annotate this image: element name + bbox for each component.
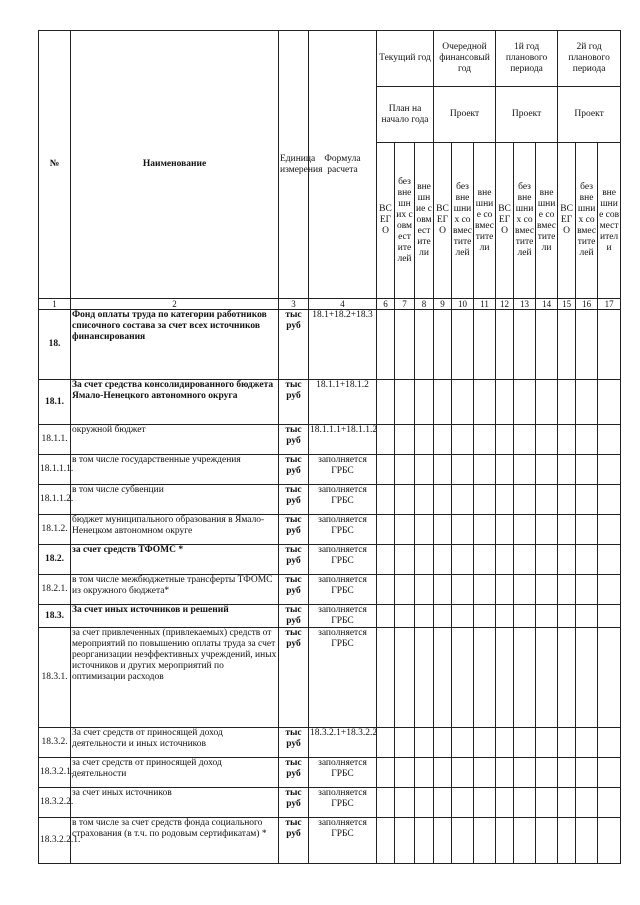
value-cell xyxy=(452,310,474,380)
value-cell xyxy=(377,788,395,818)
value-cell xyxy=(514,425,536,455)
value-cell xyxy=(474,818,496,864)
value-cell xyxy=(514,455,536,485)
value-cell xyxy=(496,515,514,545)
value-cell xyxy=(377,310,395,380)
value-cell xyxy=(415,515,434,545)
value-cell xyxy=(474,728,496,758)
value-cell xyxy=(395,575,415,605)
value-cell xyxy=(536,425,558,455)
table-row xyxy=(39,605,621,628)
value-cell xyxy=(514,515,536,545)
value-cell xyxy=(496,818,514,864)
value-cell xyxy=(536,310,558,380)
value-cell xyxy=(452,380,474,425)
row-name: за счет средств ТФОМС * xyxy=(71,545,279,575)
value-cell xyxy=(558,485,576,515)
value-cell xyxy=(474,628,496,728)
value-cell xyxy=(395,515,415,545)
value-cell xyxy=(536,515,558,545)
col-external: внешние совместители xyxy=(536,143,558,299)
row-unit: тыс руб xyxy=(279,628,309,728)
row-name: за счет иных источников xyxy=(71,788,279,818)
table-row xyxy=(39,485,621,515)
value-cell xyxy=(514,605,536,628)
value-cell xyxy=(395,818,415,864)
value-cell xyxy=(558,575,576,605)
period-header: Очередной финансовый год xyxy=(434,31,496,87)
column-number: 2 xyxy=(71,299,279,310)
table-row xyxy=(39,758,621,788)
value-cell xyxy=(377,728,395,758)
row-unit: тыс руб xyxy=(279,575,309,605)
value-cell xyxy=(536,485,558,515)
column-number: 12 xyxy=(496,299,514,310)
period-header: 1й год планового периода xyxy=(496,31,558,87)
value-cell xyxy=(377,758,395,788)
column-number: 4 xyxy=(309,299,377,310)
row-number: 18.3.2.2. xyxy=(39,788,71,818)
value-cell xyxy=(536,758,558,788)
value-cell xyxy=(536,605,558,628)
column-numbers-row xyxy=(39,299,621,310)
table-body xyxy=(39,310,621,864)
row-unit: тыс руб xyxy=(279,380,309,425)
value-cell xyxy=(395,605,415,628)
row-name: За счет средств от приносящей доход деятельности и иных источников xyxy=(71,728,279,758)
value-cell xyxy=(377,818,395,864)
value-cell xyxy=(452,728,474,758)
column-number: 13 xyxy=(514,299,536,310)
row-name: За счет средства консолидированного бюджета Ямало-Ненецкого автономного округа xyxy=(71,380,279,425)
col-without-ext: без внешних совместителей xyxy=(452,143,474,299)
value-cell xyxy=(395,728,415,758)
row-formula: заполняется ГРБС xyxy=(309,455,377,485)
value-cell xyxy=(598,575,621,605)
value-cell xyxy=(496,380,514,425)
value-cell xyxy=(598,788,621,818)
value-cell xyxy=(558,310,576,380)
value-cell xyxy=(496,455,514,485)
value-cell xyxy=(496,310,514,380)
value-cell xyxy=(434,310,452,380)
row-number: 18.2. xyxy=(39,545,71,575)
row-unit: тыс руб xyxy=(279,818,309,864)
value-cell xyxy=(415,485,434,515)
row-number: 18.1.1. xyxy=(39,425,71,455)
value-cell xyxy=(434,605,452,628)
value-cell xyxy=(377,628,395,728)
col-header-no: № xyxy=(39,31,71,299)
row-number: 18.3. xyxy=(39,605,71,628)
column-number: 9 xyxy=(434,299,452,310)
value-cell xyxy=(415,425,434,455)
col-external: внешние совместители xyxy=(474,143,496,299)
value-cell xyxy=(576,485,598,515)
value-cell xyxy=(576,455,598,485)
value-cell xyxy=(377,515,395,545)
row-formula: заполняется ГРБС xyxy=(309,515,377,545)
row-unit: тыс руб xyxy=(279,515,309,545)
value-cell xyxy=(434,425,452,455)
value-cell xyxy=(598,758,621,788)
sub-header: Проект xyxy=(558,87,621,143)
sub-header: Проект xyxy=(434,87,496,143)
row-number: 18.2.1. xyxy=(39,575,71,605)
table-row xyxy=(39,628,621,728)
report-table xyxy=(38,30,621,864)
row-number: 18. xyxy=(39,310,71,380)
column-number: 8 xyxy=(415,299,434,310)
row-name: бюджет муниципального образования в Ямало-Ненецком автономном округе xyxy=(71,515,279,545)
column-number: 6 xyxy=(377,299,395,310)
col-total: ВСЕГО xyxy=(558,143,576,299)
row-formula: заполняется ГРБС xyxy=(309,628,377,728)
value-cell xyxy=(558,628,576,728)
col-header-name: Наименование xyxy=(71,31,279,299)
value-cell xyxy=(434,455,452,485)
table-row xyxy=(39,728,621,758)
col-header-formula: Формула расчета xyxy=(309,31,377,299)
col-total: ВСЕГО xyxy=(496,143,514,299)
sub-header: План на начало года xyxy=(377,87,434,143)
value-cell xyxy=(452,758,474,788)
table-row xyxy=(39,515,621,545)
value-cell xyxy=(598,628,621,728)
value-cell xyxy=(377,425,395,455)
row-formula: заполняется ГРБС xyxy=(309,485,377,515)
column-number: 11 xyxy=(474,299,496,310)
value-cell xyxy=(598,515,621,545)
value-cell xyxy=(452,485,474,515)
value-cell xyxy=(576,605,598,628)
value-cell xyxy=(558,425,576,455)
table-row xyxy=(39,380,621,425)
column-number: 3 xyxy=(279,299,309,310)
value-cell xyxy=(395,545,415,575)
row-unit: тыс руб xyxy=(279,545,309,575)
value-cell xyxy=(514,575,536,605)
value-cell xyxy=(377,545,395,575)
value-cell xyxy=(536,628,558,728)
row-name: За счет иных источников и решений xyxy=(71,605,279,628)
value-cell xyxy=(415,628,434,728)
value-cell xyxy=(576,545,598,575)
value-cell xyxy=(576,515,598,545)
table-row xyxy=(39,788,621,818)
value-cell xyxy=(496,545,514,575)
value-cell xyxy=(434,485,452,515)
value-cell xyxy=(415,728,434,758)
row-formula: заполняется ГРБС xyxy=(309,545,377,575)
value-cell xyxy=(598,380,621,425)
value-cell xyxy=(434,788,452,818)
period-header: 2й год планового периода xyxy=(558,31,621,87)
row-formula: 18.1.1+18.1.2 xyxy=(309,380,377,425)
table-row xyxy=(39,455,621,485)
value-cell xyxy=(536,788,558,818)
value-cell xyxy=(598,728,621,758)
value-cell xyxy=(395,425,415,455)
value-cell xyxy=(496,758,514,788)
row-formula: 18.3.2.1+18.3.2.2 xyxy=(309,728,377,758)
table-row xyxy=(39,310,621,380)
value-cell xyxy=(536,818,558,864)
value-cell xyxy=(434,545,452,575)
value-cell xyxy=(474,515,496,545)
value-cell xyxy=(514,380,536,425)
col-total: ВСЕГО xyxy=(377,143,395,299)
value-cell xyxy=(558,818,576,864)
col-external: внешние совместители xyxy=(598,143,621,299)
value-cell xyxy=(514,485,536,515)
value-cell xyxy=(514,728,536,758)
value-cell xyxy=(558,758,576,788)
col-external: внешние совместители xyxy=(415,143,434,299)
value-cell xyxy=(395,628,415,728)
value-cell xyxy=(474,788,496,818)
value-cell xyxy=(474,575,496,605)
table-row xyxy=(39,425,621,455)
value-cell xyxy=(598,818,621,864)
row-unit: тыс руб xyxy=(279,455,309,485)
period-header: Текущий год xyxy=(377,31,434,87)
row-name: в том числе межбюджетные трансферты ТФОМС из окружного бюджета* xyxy=(71,575,279,605)
value-cell xyxy=(452,545,474,575)
value-cell xyxy=(474,758,496,788)
value-cell xyxy=(576,425,598,455)
value-cell xyxy=(415,758,434,788)
value-cell xyxy=(415,575,434,605)
row-formula: заполняется ГРБС xyxy=(309,758,377,788)
value-cell xyxy=(415,545,434,575)
table-row xyxy=(39,575,621,605)
value-cell xyxy=(558,455,576,485)
column-number: 1 xyxy=(39,299,71,310)
col-without-ext: без внешних совместителей xyxy=(395,143,415,299)
row-unit: тыс руб xyxy=(279,788,309,818)
value-cell xyxy=(377,455,395,485)
value-cell xyxy=(395,485,415,515)
value-cell xyxy=(558,788,576,818)
row-name: в том числе за счет средств фонда социального страхования (в т.ч. по родовым сертификатам) * xyxy=(71,818,279,864)
value-cell xyxy=(377,380,395,425)
column-number: 17 xyxy=(598,299,621,310)
value-cell xyxy=(434,728,452,758)
value-cell xyxy=(434,818,452,864)
value-cell xyxy=(536,728,558,758)
value-cell xyxy=(395,758,415,788)
value-cell xyxy=(452,455,474,485)
col-without-ext: без внешних совместителей xyxy=(514,143,536,299)
value-cell xyxy=(434,380,452,425)
value-cell xyxy=(536,455,558,485)
row-name: в том числе субвенции xyxy=(71,485,279,515)
row-unit: тыс руб xyxy=(279,310,309,380)
value-cell xyxy=(598,545,621,575)
table-row xyxy=(39,818,621,864)
row-name: в том числе государственные учреждения xyxy=(71,455,279,485)
column-number: 16 xyxy=(576,299,598,310)
column-number: 7 xyxy=(395,299,415,310)
value-cell xyxy=(496,485,514,515)
value-cell xyxy=(415,455,434,485)
value-cell xyxy=(474,425,496,455)
value-cell xyxy=(395,788,415,818)
value-cell xyxy=(395,310,415,380)
value-cell xyxy=(377,485,395,515)
row-formula: заполняется ГРБС xyxy=(309,788,377,818)
value-cell xyxy=(598,425,621,455)
value-cell xyxy=(576,628,598,728)
value-cell xyxy=(536,380,558,425)
value-cell xyxy=(452,818,474,864)
row-formula: заполняется ГРБС xyxy=(309,575,377,605)
value-cell xyxy=(558,545,576,575)
row-number: 18.1.1.2. xyxy=(39,485,71,515)
value-cell xyxy=(558,605,576,628)
value-cell xyxy=(576,818,598,864)
value-cell xyxy=(514,818,536,864)
value-cell xyxy=(598,485,621,515)
value-cell xyxy=(415,380,434,425)
row-unit: тыс руб xyxy=(279,758,309,788)
value-cell xyxy=(496,628,514,728)
value-cell xyxy=(452,788,474,818)
value-cell xyxy=(514,758,536,788)
column-number: 10 xyxy=(452,299,474,310)
row-formula: 18.1.1.1+18.1.1.2 xyxy=(309,425,377,455)
value-cell xyxy=(377,605,395,628)
value-cell xyxy=(474,545,496,575)
value-cell xyxy=(474,485,496,515)
value-cell xyxy=(576,788,598,818)
value-cell xyxy=(474,310,496,380)
value-cell xyxy=(576,758,598,788)
value-cell xyxy=(377,575,395,605)
col-header-unit: Единица измерения xyxy=(279,31,309,299)
value-cell xyxy=(452,515,474,545)
value-cell xyxy=(474,380,496,425)
table-row xyxy=(39,545,621,575)
value-cell xyxy=(415,605,434,628)
value-cell xyxy=(576,728,598,758)
value-cell xyxy=(514,788,536,818)
sub-header: Проект xyxy=(496,87,558,143)
row-formula: заполняется ГРБС xyxy=(309,818,377,864)
row-number: 18.3.2. xyxy=(39,728,71,758)
value-cell xyxy=(395,380,415,425)
row-number: 18.1.1.1. xyxy=(39,455,71,485)
value-cell xyxy=(496,788,514,818)
row-name: за счет привлеченных (привлекаемых) средств от мероприятий по повышению оплаты труда за счет реорганизации неэффективных учреждений, иных источников и других мероприятий по оптимизации расходов xyxy=(71,628,279,728)
row-number: 18.3.1. xyxy=(39,628,71,728)
row-unit: тыс руб xyxy=(279,605,309,628)
row-formula: 18.1+18.2+18.3 xyxy=(309,310,377,380)
row-unit: тыс руб xyxy=(279,485,309,515)
value-cell xyxy=(576,380,598,425)
value-cell xyxy=(558,728,576,758)
value-cell xyxy=(452,628,474,728)
value-cell xyxy=(434,628,452,728)
row-name: за счет средств от приносящей доход деятельности xyxy=(71,758,279,788)
value-cell xyxy=(576,310,598,380)
value-cell xyxy=(496,728,514,758)
column-number: 14 xyxy=(536,299,558,310)
value-cell xyxy=(558,515,576,545)
col-total: ВСЕГО xyxy=(434,143,452,299)
value-cell xyxy=(598,605,621,628)
value-cell xyxy=(514,545,536,575)
value-cell xyxy=(558,380,576,425)
value-cell xyxy=(536,575,558,605)
value-cell xyxy=(415,818,434,864)
value-cell xyxy=(452,605,474,628)
value-cell xyxy=(395,455,415,485)
value-cell xyxy=(598,310,621,380)
value-cell xyxy=(536,545,558,575)
value-cell xyxy=(434,758,452,788)
row-unit: тыс руб xyxy=(279,728,309,758)
value-cell xyxy=(496,605,514,628)
value-cell xyxy=(598,455,621,485)
row-name: Фонд оплаты труда по категории работников списочного состава за счет всех источников финансирования xyxy=(71,310,279,380)
row-number: 18.1.2. xyxy=(39,515,71,545)
value-cell xyxy=(452,425,474,455)
value-cell xyxy=(474,455,496,485)
value-cell xyxy=(452,575,474,605)
value-cell xyxy=(496,575,514,605)
value-cell xyxy=(576,575,598,605)
value-cell xyxy=(474,605,496,628)
row-number: 18.1. xyxy=(39,380,71,425)
column-number: 15 xyxy=(558,299,576,310)
col-without-ext: без внешних совместителей xyxy=(576,143,598,299)
value-cell xyxy=(514,310,536,380)
value-cell xyxy=(496,425,514,455)
row-number: 18.3.2.1. xyxy=(39,758,71,788)
value-cell xyxy=(415,788,434,818)
row-formula: заполняется ГРБС xyxy=(309,605,377,628)
row-name: окружной бюджет xyxy=(71,425,279,455)
value-cell xyxy=(514,628,536,728)
value-cell xyxy=(434,515,452,545)
value-cell xyxy=(415,310,434,380)
row-number: 18.3.2.2.1. xyxy=(39,818,71,864)
row-unit: тыс руб xyxy=(279,425,309,455)
value-cell xyxy=(434,575,452,605)
